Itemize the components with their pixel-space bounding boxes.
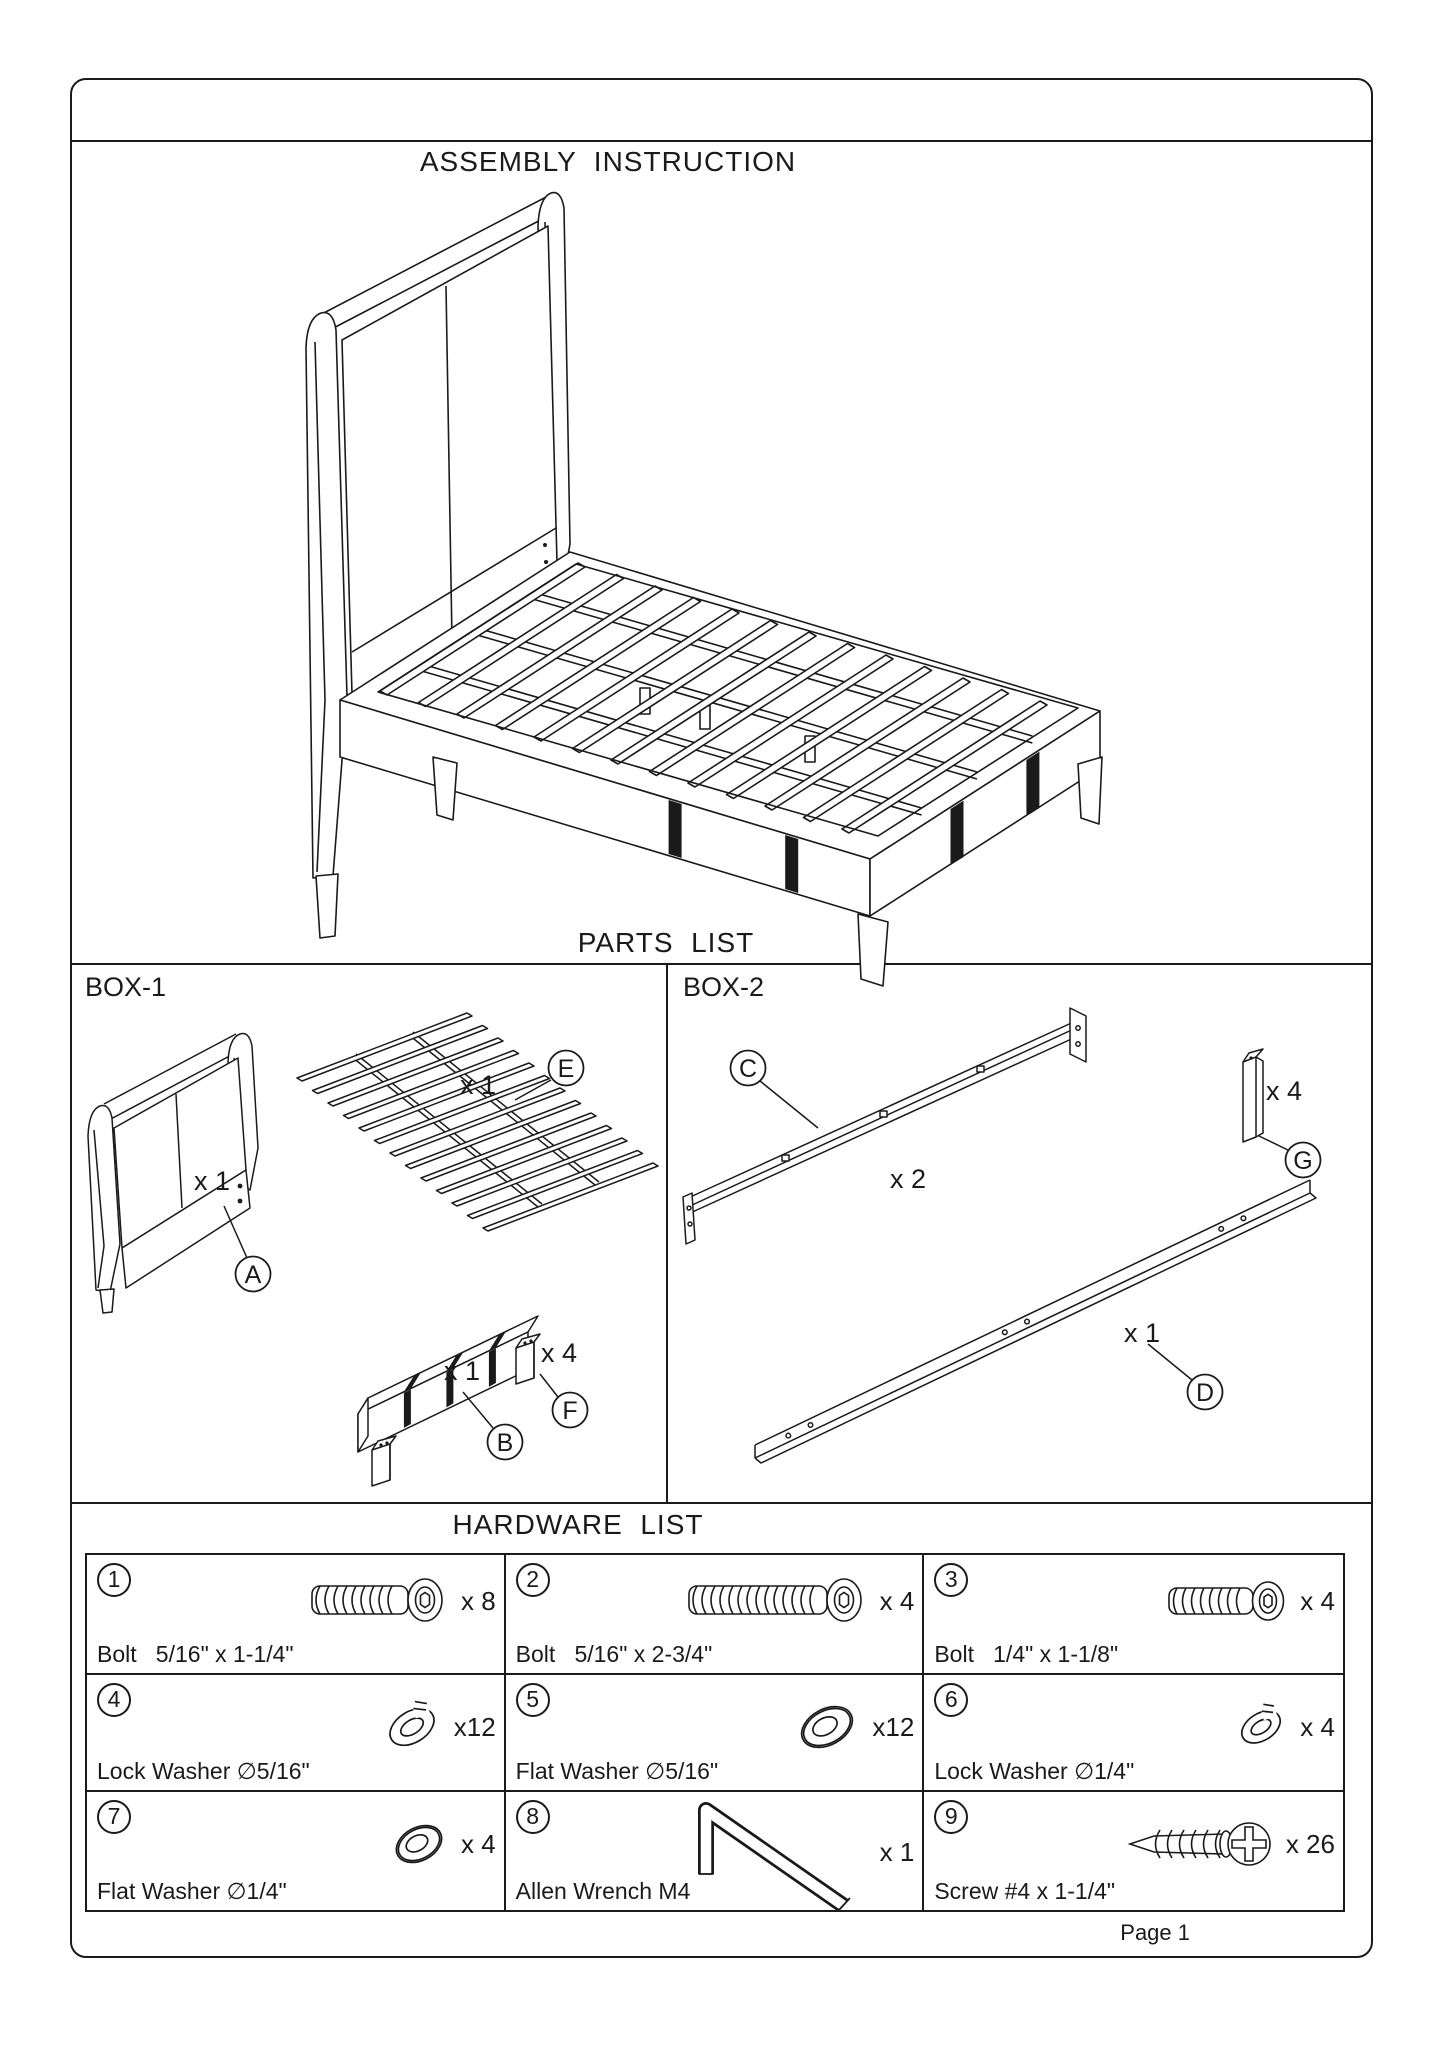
flat-washer-icon [789,1692,865,1762]
hardware-item-9-number: 9 [934,1800,968,1834]
hardware-item-7-qty: x 4 [460,1828,496,1859]
part-e-slats-drawing [297,1013,658,1231]
hardware-item-5-number: 5 [516,1683,550,1717]
part-a-letter: A [244,1261,262,1289]
part-a-headboard-drawing [88,1034,258,1314]
hardware-item-1-number: 1 [97,1563,131,1597]
part-a-qty: x 1 [194,1166,231,1196]
part-g-letter: G [1293,1147,1313,1175]
screw-icon [1114,1812,1279,1876]
hardware-item-3-qty: x 4 [1300,1585,1335,1616]
hardware-item-2 [506,1555,925,1675]
hardware-item-4-number: 4 [97,1683,131,1717]
bolt-icon [683,1571,873,1631]
part-d-center-rail-drawing [755,1180,1316,1463]
hardware-item-7-label: Flat Washer ∅1/4" [97,1878,287,1904]
bed-isometric-drawing [306,193,1102,986]
hardware-item-8-label: Allen Wrench M4 [515,1878,691,1904]
box1-label: BOX-1 [85,972,167,1002]
part-f-qty: x 4 [541,1338,578,1368]
part-f-letter: F [562,1397,578,1425]
parts-list-title: PARTS LIST [577,927,755,958]
hardware-item-9-qty: x 26 [1285,1828,1335,1859]
hardware-item-3-label: Bolt 1/4" x 1-1/8" [934,1641,1119,1667]
box2-label: BOX-2 [683,972,765,1002]
hardware-item-9-label: Screw #4 x 1-1/4" [934,1878,1116,1904]
bolt-icon [304,1571,454,1631]
hardware-item-3-number: 3 [934,1563,968,1597]
hardware-item-4 [87,1675,506,1792]
hardware-item-2-number: 2 [516,1563,550,1597]
part-c-letter: C [738,1055,758,1083]
hardware-list-title: HARDWARE LIST [452,1509,704,1540]
page-number: Page 1 [1120,1920,1190,1945]
hardware-item-8-qty: x 1 [879,1836,915,1867]
part-d-letter: D [1195,1379,1215,1407]
page-title: ASSEMBLY INSTRUCTION [419,146,797,177]
hardware-item-2-qty: x 4 [879,1585,915,1616]
hardware-item-5-qty: x12 [872,1711,915,1742]
hardware-item-4-qty: x12 [453,1711,496,1742]
hardware-item-1-label: Bolt 5/16" x 1-1/4" [97,1641,294,1667]
hardware-item-3 [924,1555,1343,1675]
part-b-qty: x 1 [444,1356,481,1386]
flat-washer-icon [384,1811,454,1877]
hardware-item-6-qty: x 4 [1300,1711,1335,1742]
part-c-qty: x 2 [890,1164,927,1194]
hardware-item-6-label: Lock Washer ∅1/4" [934,1758,1135,1784]
part-b-letter: B [496,1429,514,1457]
hardware-item-4-label: Lock Washer ∅5/16" [97,1758,310,1784]
lock-washer-icon [1229,1695,1293,1759]
part-d-qty: x 1 [1124,1318,1161,1348]
hardware-table [85,1553,1345,1912]
hardware-item-8-number: 8 [516,1800,550,1834]
hardware-item-6 [924,1675,1343,1792]
hardware-item-6-number: 6 [934,1683,968,1717]
hardware-item-1 [87,1555,506,1675]
hardware-item-9 [924,1792,1343,1910]
hardware-item-5-label: Flat Washer ∅5/16" [515,1758,719,1784]
part-e-letter: E [557,1055,575,1083]
hardware-item-7 [87,1792,506,1910]
hardware-item-8 [506,1792,925,1910]
bolt-icon [1163,1573,1293,1629]
part-g-qty: x 4 [1266,1076,1303,1106]
lock-washer-icon [377,1692,447,1762]
hardware-item-2-label: Bolt 5/16" x 2-3/4" [515,1641,713,1667]
part-e-qty: x 1 [460,1070,497,1100]
hardware-item-7-number: 7 [97,1800,131,1834]
part-c-side-rail-drawing [683,1008,1086,1244]
bed-headboard-drawing [306,193,570,938]
hardware-item-5 [506,1675,925,1792]
hardware-item-1-qty: x 8 [460,1585,496,1616]
